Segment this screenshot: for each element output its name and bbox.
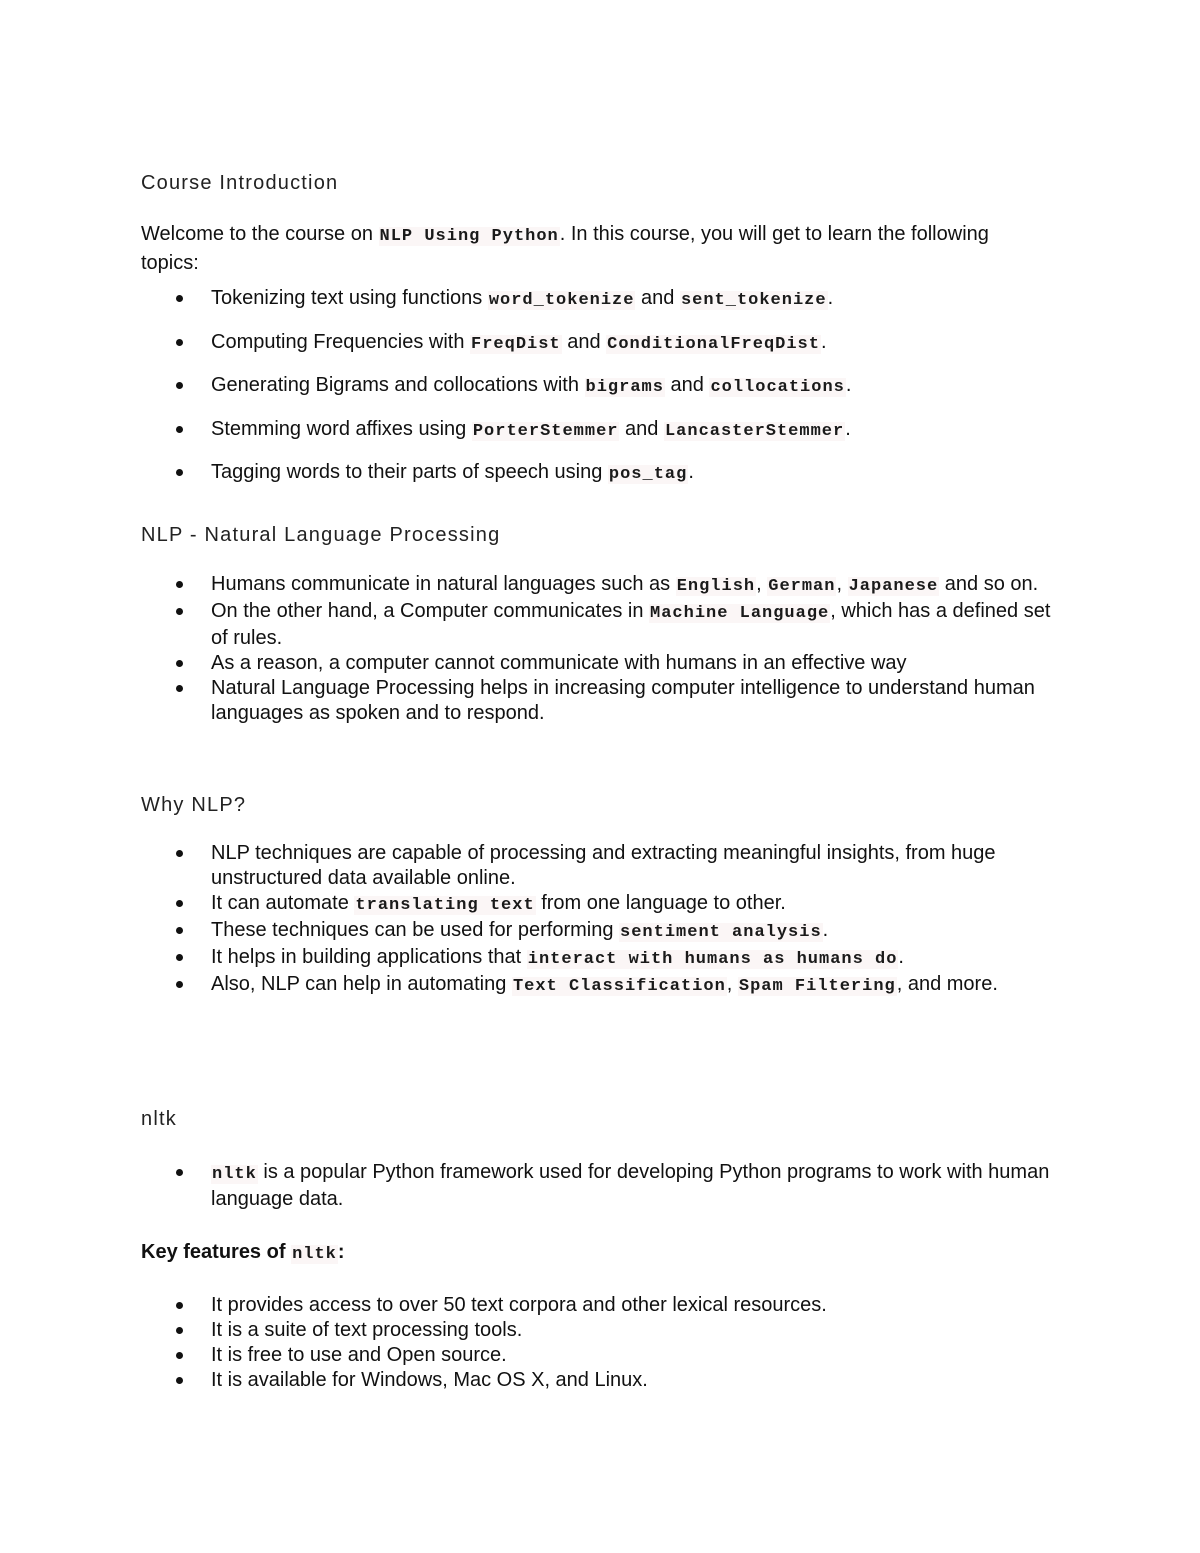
item-text: and so on. xyxy=(939,573,1039,595)
list-item: It is a suite of text processing tools. xyxy=(141,1318,1071,1343)
key-features-list xyxy=(141,1293,1071,1393)
section-heading-course-introduction: Course Introduction xyxy=(141,172,339,194)
key-features-colon: : xyxy=(337,1241,345,1263)
topic-text: Computing Frequencies with xyxy=(211,330,471,353)
item-text: , xyxy=(756,573,768,595)
topics-list xyxy=(141,286,1071,504)
section-heading-nltk: nltk xyxy=(141,1108,177,1130)
item-text: , which has a defined set of rules. xyxy=(211,600,1051,649)
list-item xyxy=(141,1160,1071,1212)
topic-text: Tagging words to their parts of speech using xyxy=(211,461,608,483)
list-item: As a reason, a computer cannot communicate with humans in an effective way xyxy=(141,651,1071,676)
item-text: These techniques can be used for performing xyxy=(211,919,620,941)
nltk-list xyxy=(141,1160,1071,1212)
topic-code: bigrams xyxy=(585,378,664,397)
list-item xyxy=(141,945,1071,972)
topic-text: Tokenizing text using functions xyxy=(211,287,488,309)
topic-code: word_tokenize xyxy=(488,291,635,310)
item-text: It can automate xyxy=(211,892,355,914)
list-item xyxy=(141,330,1071,357)
list-item: Natural Language Processing helps in increasing computer intelligence to understand human languages as spoken and to respond. xyxy=(141,676,1071,726)
item-text: On the other hand, a Computer communicates in xyxy=(211,600,650,622)
topic-text: and xyxy=(561,330,607,353)
topic-code: collocations xyxy=(710,378,845,397)
topic-text: Stemming word affixes using xyxy=(211,417,472,440)
list-item xyxy=(141,891,1071,918)
language-code: Japanese xyxy=(848,577,939,596)
item-text: , xyxy=(726,973,738,995)
list-item xyxy=(141,286,1071,313)
item-text: , xyxy=(836,573,848,595)
topic-code: LancasterStemmer xyxy=(664,421,845,441)
item-code: translating text xyxy=(355,896,535,915)
item-code: Spam Filtering xyxy=(738,977,896,996)
topic-code: ConditionalFreqDist xyxy=(607,334,820,354)
nlp-list xyxy=(141,572,1071,726)
language-code: English xyxy=(676,577,756,596)
item-text: from one language to other. xyxy=(535,892,786,914)
item-code: interact with humans as humans do xyxy=(527,950,898,969)
topic-text: and xyxy=(619,417,664,440)
key-features-heading xyxy=(141,1239,1041,1268)
topic-text: . xyxy=(688,461,694,483)
nltk-code: nltk xyxy=(292,1245,337,1264)
topic-text: and xyxy=(664,374,710,396)
item-text: , and more. xyxy=(896,973,998,995)
list-item xyxy=(141,972,1071,999)
course-name-code: NLP Using Python xyxy=(379,227,559,246)
item-code: sentiment analysis xyxy=(620,923,822,942)
topic-code: FreqDist xyxy=(471,334,561,354)
topic-text: . xyxy=(827,287,834,309)
item-text: is a popular Python framework used for developing Python programs to work with human language data. xyxy=(211,1161,1050,1210)
topic-text: Generating Bigrams and collocations with xyxy=(211,374,585,396)
list-item xyxy=(141,417,1071,444)
item-text: . xyxy=(898,946,904,968)
section-heading-why-nlp: Why NLP? xyxy=(141,794,247,816)
list-item xyxy=(141,460,1071,487)
machine-language-code: Machine Language xyxy=(650,604,830,623)
topic-text: and xyxy=(635,287,680,309)
topic-code: pos_tag xyxy=(608,465,688,484)
list-item: It provides access to over 50 text corpora and other lexical resources. xyxy=(141,1293,1071,1318)
welcome-text-end: . In this course, you will get to learn the following topics: xyxy=(141,223,989,274)
topic-text: . xyxy=(845,374,852,396)
key-features-text: Key features of xyxy=(141,1241,292,1263)
item-text: Humans communicate in natural languages such as xyxy=(211,573,676,595)
topic-code: sent_tokenize xyxy=(680,291,827,310)
section-heading-nlp: NLP - Natural Language Processing xyxy=(141,524,501,546)
topic-code: PorterStemmer xyxy=(472,421,619,441)
topic-text: . xyxy=(820,330,827,353)
why-nlp-list xyxy=(141,841,1071,999)
item-text: It helps in building applications that xyxy=(211,946,527,968)
list-item xyxy=(141,373,1071,400)
item-text: Also, NLP can help in automating xyxy=(211,973,512,995)
item-code: Text Classification xyxy=(512,977,726,996)
language-code: German xyxy=(768,577,836,596)
list-item: NLP techniques are capable of processing and extracting meaningful insights, from huge unstructured data available online. xyxy=(141,841,1071,891)
list-item: It is free to use and Open source. xyxy=(141,1343,1071,1368)
welcome-paragraph xyxy=(141,221,1041,276)
list-item: It is available for Windows, Mac OS X, and Linux. xyxy=(141,1368,1071,1393)
welcome-text-start: Welcome to the course on xyxy=(141,223,379,245)
nltk-code: nltk xyxy=(212,1165,257,1184)
item-text: . xyxy=(822,919,829,941)
list-item xyxy=(141,599,1071,651)
list-item xyxy=(141,572,1071,599)
topic-text: . xyxy=(845,417,851,440)
list-item xyxy=(141,918,1071,945)
